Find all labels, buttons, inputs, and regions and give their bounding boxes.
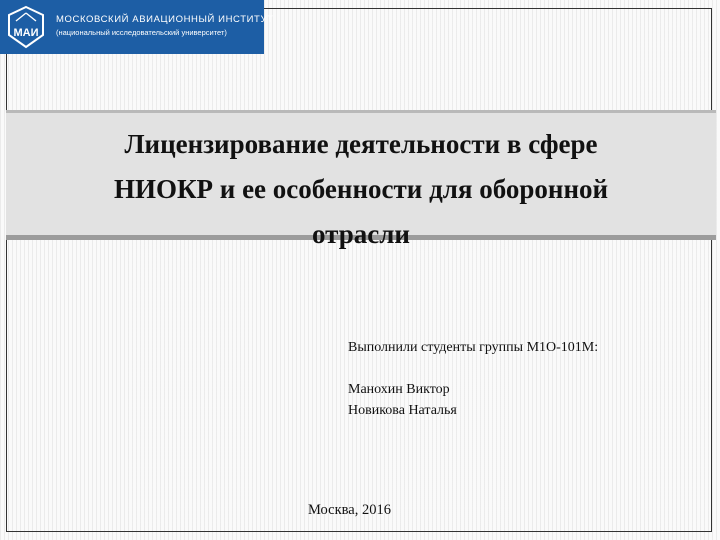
slide-title <box>6 122 716 257</box>
student-name: Новикова Наталья <box>348 403 457 418</box>
title-line-3: отрасли <box>312 219 410 249</box>
logo-text <box>56 14 274 37</box>
title-line-1: Лицензирование деятельности в сфере <box>124 129 598 159</box>
title-band <box>6 110 716 249</box>
institute-logo <box>0 0 274 54</box>
student-list <box>348 379 708 421</box>
logo-line-2: (национальный исследовательский университет) <box>56 28 227 37</box>
performers-block <box>348 340 708 421</box>
mai-emblem-icon <box>6 5 46 49</box>
logo-line-1: МОСКОВСКИЙ АВИАЦИОННЫЙ ИНСТИТУТ <box>56 14 274 25</box>
performers-heading: Выполнили студенты группы М1О-101М: <box>348 340 599 355</box>
logo-badge-text: МАИ <box>13 27 39 39</box>
slide-frame <box>6 8 712 532</box>
student-name: Манохин Виктор <box>348 382 450 397</box>
title-line-2: НИОКР и ее особенности для оборонной <box>113 174 609 204</box>
city-year-footer: Москва, 2016 <box>308 502 391 518</box>
